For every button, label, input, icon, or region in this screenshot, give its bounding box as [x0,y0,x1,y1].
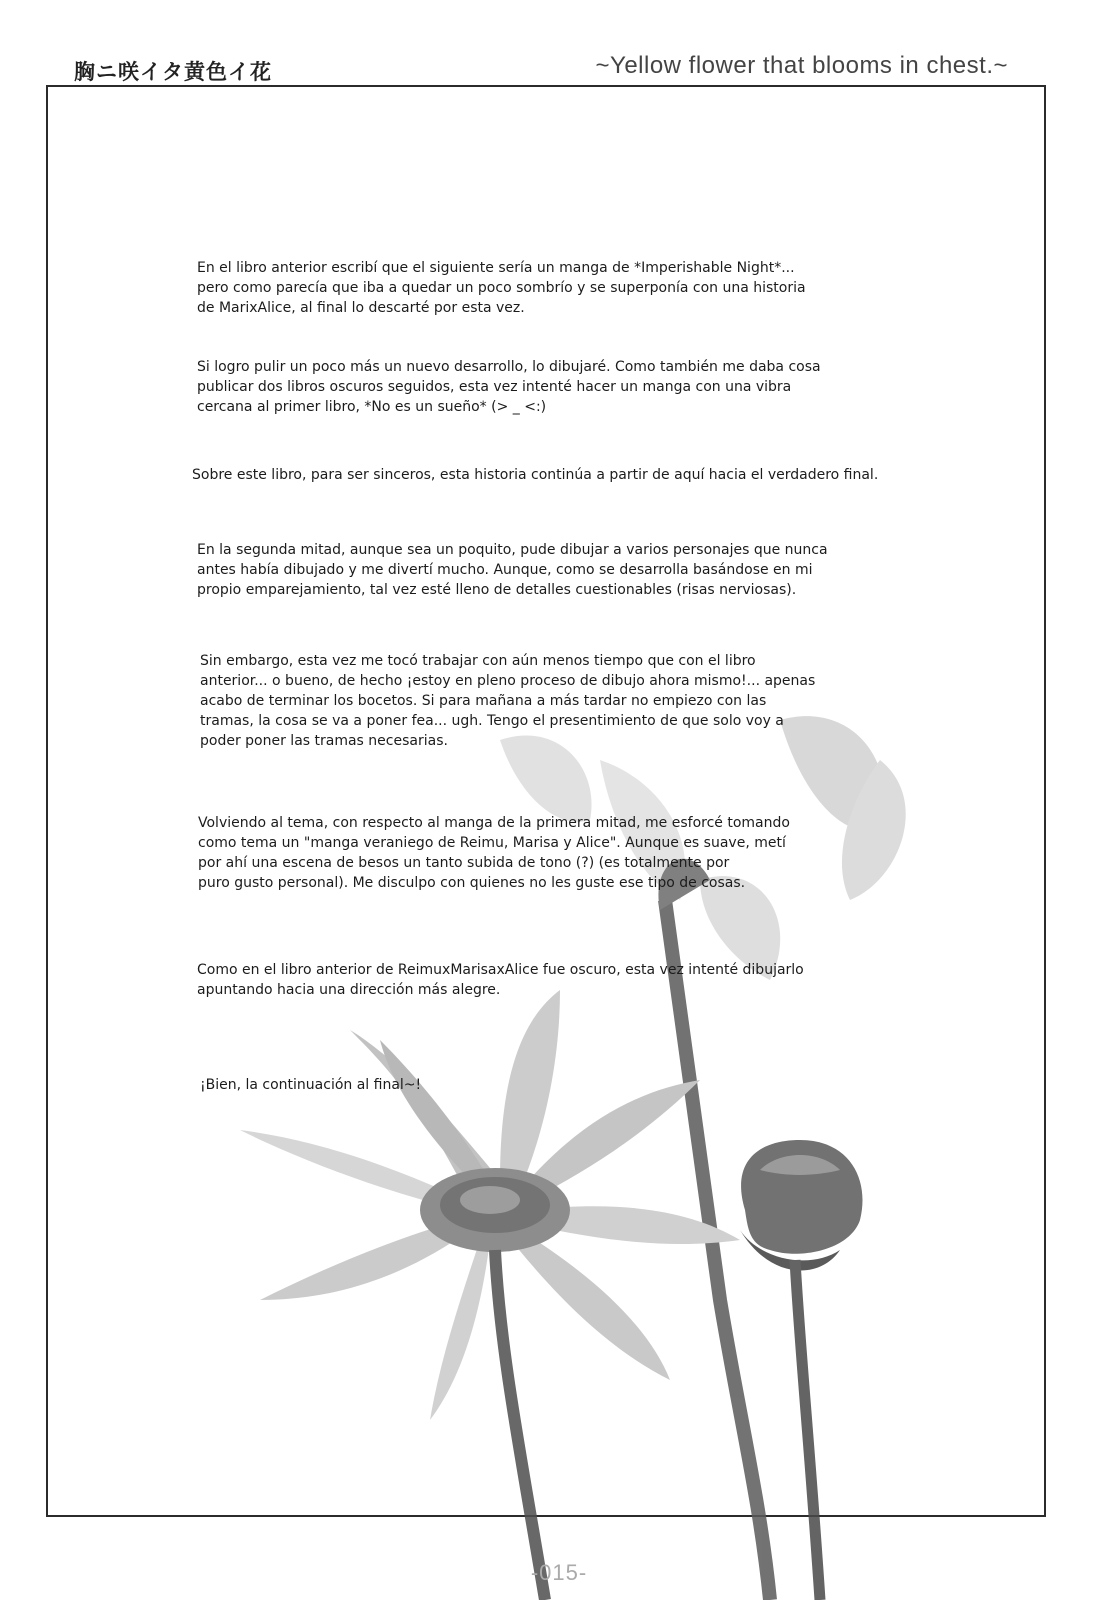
paragraph-7: Como en el libro anterior de ReimuxMarisaxAlice fue oscuro, esta vez intenté dibujarlo apuntando hacia una dirección más alegre. [197,962,804,998]
paragraph-1: En el libro anterior escribí que el siguiente sería un manga de *Imperishable Night*... pero como parecía que iba a quedar un poco sombrío y se superponía con una historia de MarixAlice, al final lo descarté por esta vez. [197,260,806,316]
book-title-japanese: 胸ニ咲イタ黄色イ花 [74,59,272,84]
paragraph-5: Sin embargo, esta vez me tocó trabajar con aún menos tiempo que con el libro anterior... o bueno, de hecho ¡estoy en pleno proceso de dibujo ahora mismo!... apenas acabo de terminar los bocetos. Si para mañana a más tardar no empiezo con las tramas, la cosa se va a poner fea... ugh. Tengo el presentimiento de que solo voy a poder poner las tramas necesarias. [200,653,816,749]
paragraph-2: Si logro pulir un poco más un nuevo desarrollo, lo dibujaré. Como también me daba cosa publicar dos libros oscuros seguidos, esta vez intenté hacer un manga con una vibra cercana al primer libro, *No es un sueño* (> _ <:) [197,359,821,415]
paragraph-3: Sobre este libro, para ser sinceros, esta historia continúa a partir de aquí hacia el verdadero final. [192,467,879,483]
paragraph-6: Volviendo al tema, con respecto al manga de la primera mitad, me esforcé tomando como tema un "manga veraniego de Reimu, Marisa y Alice". Aunque es suave, metí por ahí una escena de besos un tanto subida de tono (?) (es totalmente por puro gusto personal). Me disculpo con quienes no les guste ese tipo de cosas. [198,815,790,891]
book-title-english: ~Yellow flower that blooms in chest.~ [595,52,1008,79]
page-number: -015- [530,1560,588,1585]
paragraph-8: ¡Bien, la continuación al final~! [200,1077,422,1093]
paragraph-4: En la segunda mitad, aunque sea un poquito, pude dibujar a varios personajes que nunca antes había dibujado y me divertí mucho. Aunque, como se desarrolla basándose en mi propio emparejamiento, tal vez esté lleno de detalles cuestionables (risas nerviosas). [197,542,828,598]
